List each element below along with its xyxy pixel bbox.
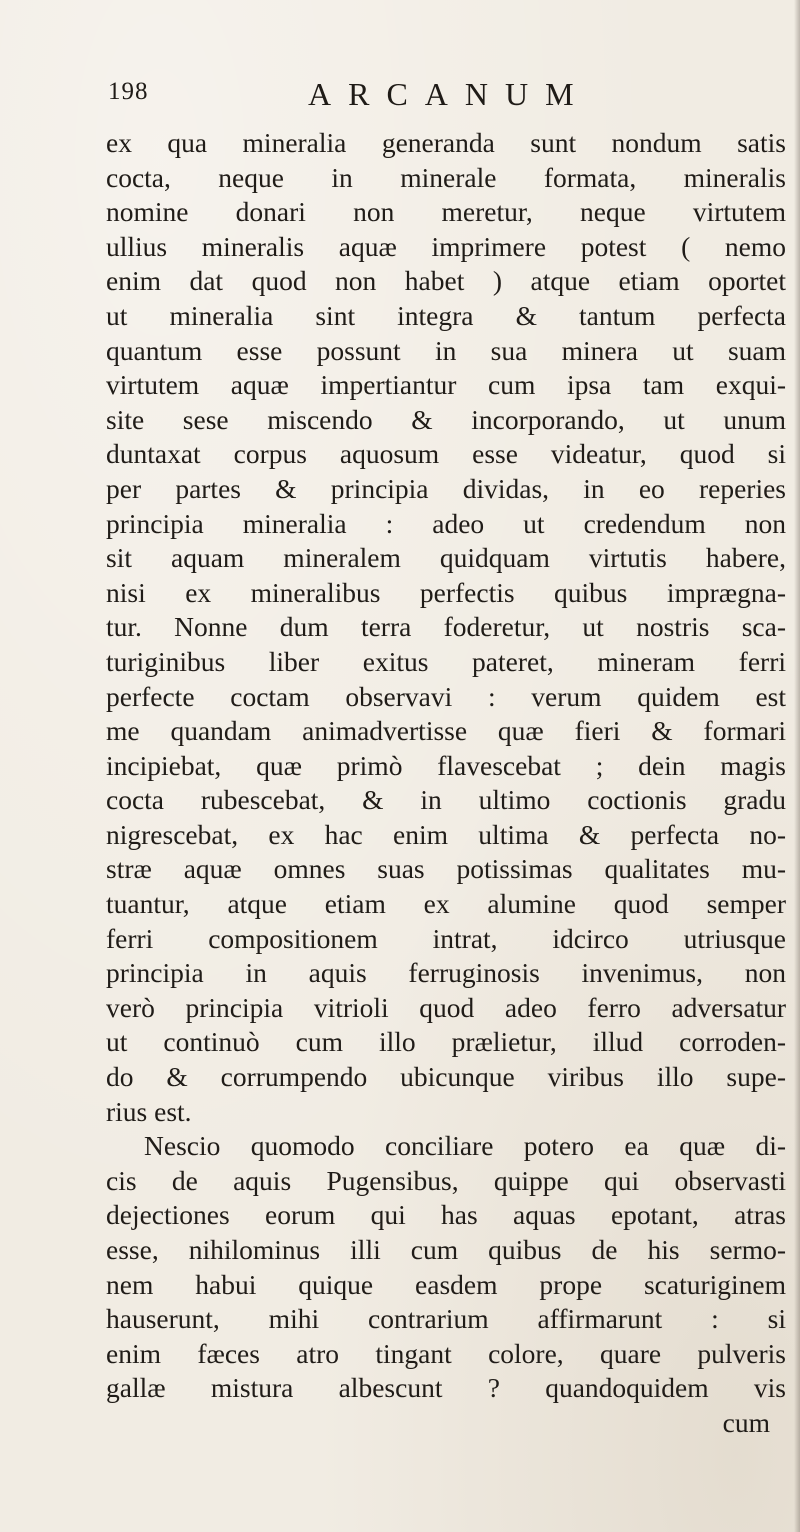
text-line: rius est. bbox=[106, 1095, 192, 1127]
text-line: do & corrumpendo ubicunque viribus illo supe- bbox=[106, 1061, 786, 1093]
catchword: cum bbox=[722, 1406, 770, 1438]
text-line: enim fæces atro tingant colore, quare pulveris bbox=[106, 1337, 786, 1369]
text-line: duntaxat corpus aquosum esse videatur, quod si bbox=[106, 438, 786, 470]
text-line: nigrescebat, ex hac enim ultima & perfecta no- bbox=[106, 818, 786, 850]
text-line: hauserunt, mihi contrarium affirmarunt : si bbox=[106, 1303, 786, 1335]
page-number: 198 bbox=[108, 78, 149, 105]
running-head: ARCANUM bbox=[308, 76, 591, 112]
page-header bbox=[108, 76, 788, 116]
text-line: principia mineralia : adeo ut credendum non bbox=[106, 507, 786, 539]
body-text bbox=[106, 126, 796, 1441]
text-line: site sese miscendo & incorporando, ut unum bbox=[106, 403, 786, 435]
text-line: turiginibus liber exitus pateret, mineram ferri bbox=[106, 645, 786, 677]
text-line: esse, nihilominus illi cum quibus de his sermo- bbox=[106, 1234, 786, 1265]
text-line: quantum esse possunt in sua minera ut suam bbox=[106, 334, 786, 366]
text-line: dejectiones eorum qui has aquas epotant, atras bbox=[106, 1199, 786, 1231]
text-line: ut continuò cum illo prælietur, illud corroden- bbox=[106, 1026, 786, 1058]
text-line: nomine donari non meretur, neque virtutem bbox=[106, 196, 786, 228]
text-line: stræ aquæ omnes suas potissimas qualitates mu- bbox=[106, 853, 786, 885]
text-line: sit aquam mineralem quidquam virtutis habere, bbox=[106, 542, 786, 574]
text-line: tur. Nonne dum terra foderetur, ut nostris sca- bbox=[106, 611, 786, 643]
text-line: principia in aquis ferruginosis invenimus, non bbox=[106, 957, 786, 989]
text-line: ut mineralia sint integra & tantum perfecta bbox=[106, 299, 786, 331]
text-line: virtutem aquæ impertiantur cum ipsa tam exqui- bbox=[106, 369, 786, 401]
text-line: nem habui quique easdem prope scaturiginem bbox=[106, 1268, 786, 1300]
text-line: cocta rubescebat, & in ultimo coctionis gradu bbox=[106, 784, 786, 816]
text-line: ferri compositionem intrat, idcirco utriusque bbox=[106, 922, 786, 954]
text-line: per partes & principia dividas, in eo reperies bbox=[106, 472, 786, 504]
text-line: Nescio quomodo conciliare potero ea quæ di- bbox=[144, 1130, 786, 1162]
text-line: me quandam animadvertisse quæ fieri & formari bbox=[106, 715, 786, 747]
text-line: perfecte coctam observavi : verum quidem est bbox=[106, 680, 786, 712]
text-line: cocta, neque in minerale formata, mineralis bbox=[106, 161, 786, 193]
text-line: incipiebat, quæ primò flavescebat ; dein magis bbox=[106, 749, 786, 781]
text-line: nisi ex mineralibus perfectis quibus imprægna- bbox=[106, 576, 786, 608]
text-line: ex qua mineralia generanda sunt nondum satis bbox=[106, 127, 786, 158]
text-line: cis de aquis Pugensibus, quippe qui observasti bbox=[106, 1164, 786, 1196]
text-line: ullius mineralis aquæ imprimere potest ( nemo bbox=[106, 230, 786, 262]
text-line: verò principia vitrioli quod adeo ferro adversatur bbox=[106, 991, 786, 1023]
text-line: enim dat quod non habet ) atque etiam oportet bbox=[106, 265, 786, 297]
text-line: tuantur, atque etiam ex alumine quod semper bbox=[106, 888, 786, 920]
text-line: gallæ mistura albescunt ? quandoquidem vis bbox=[106, 1372, 786, 1404]
